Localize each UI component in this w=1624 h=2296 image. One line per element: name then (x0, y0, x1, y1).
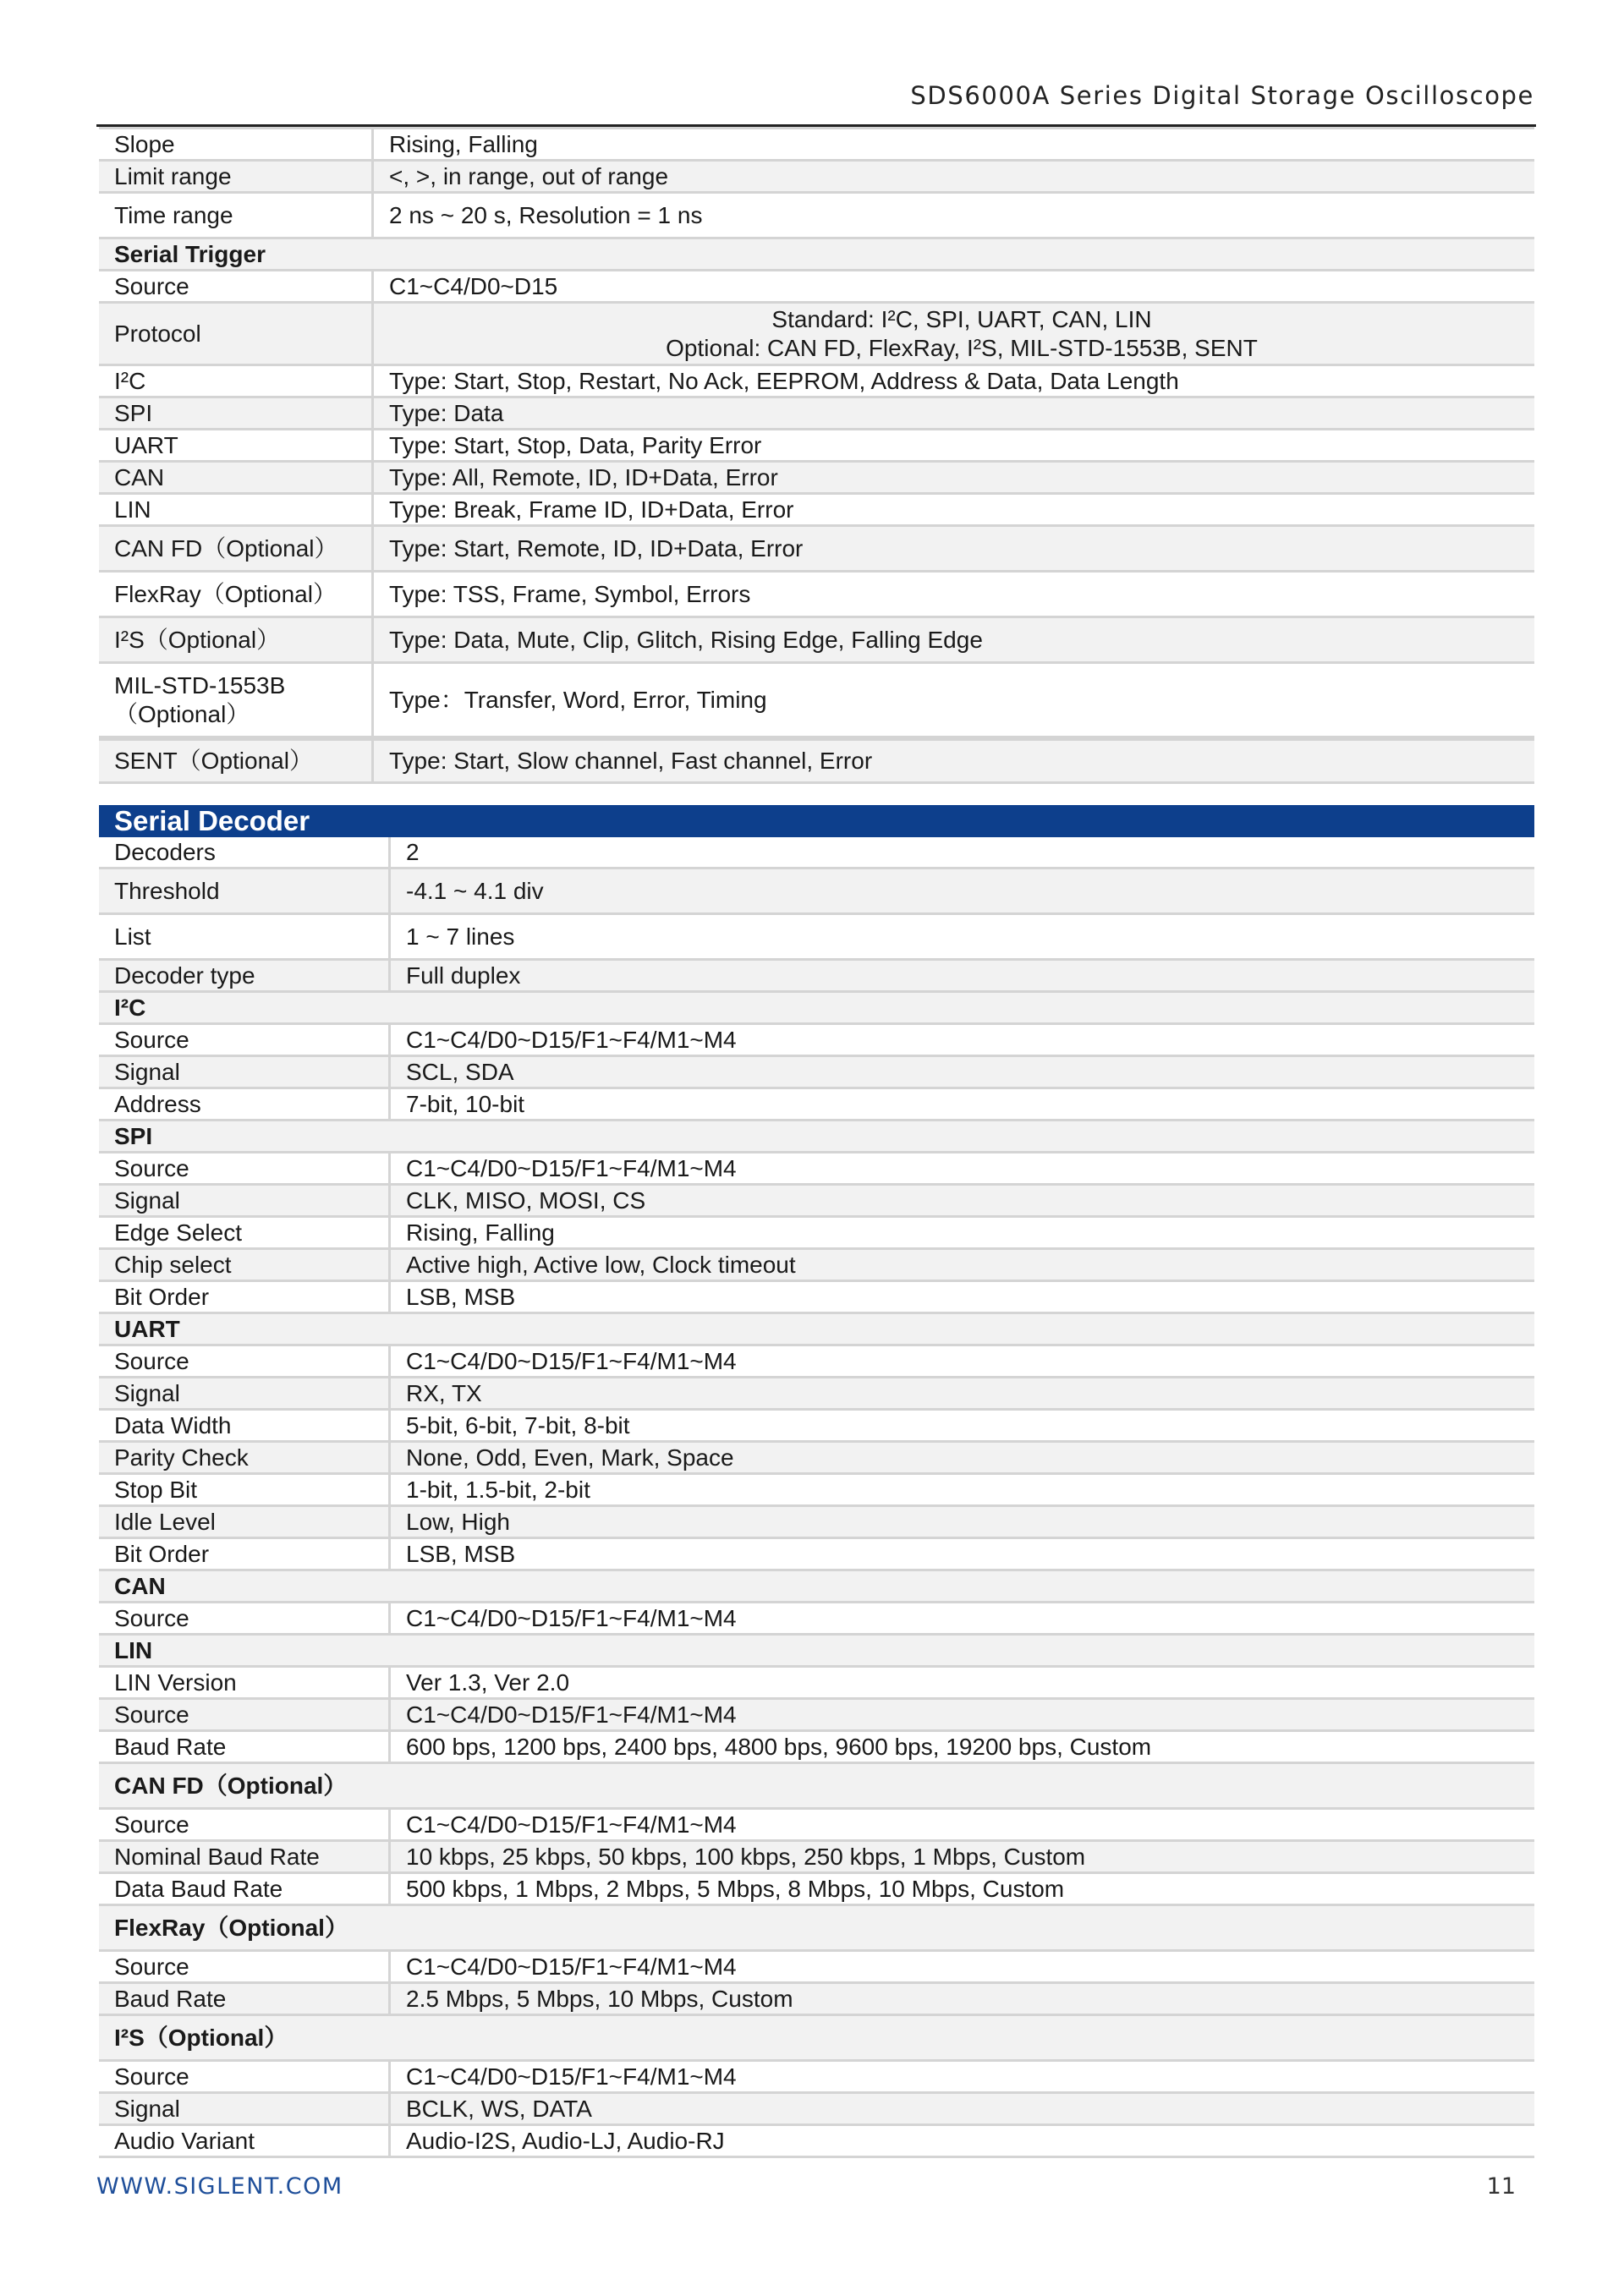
table-row (99, 1874, 1534, 1906)
row-label: Source (99, 1952, 391, 1981)
table-row (99, 129, 1534, 162)
table-row (99, 1057, 1534, 1089)
row-label: SENT（Optional） (99, 741, 374, 781)
row-label: Data Width (99, 1411, 391, 1440)
row-value: Type: All, Remote, ID, ID+Data, Error (389, 463, 778, 490)
table-row (99, 1089, 1534, 1121)
row-value: Type: Start, Slow channel, Fast channel, Error (389, 748, 873, 774)
row-label: SPI (99, 398, 374, 428)
section-heading (99, 1314, 1534, 1346)
table-row (99, 869, 1534, 915)
table-row (99, 495, 1534, 527)
decoder-rows (99, 837, 1534, 2158)
row-value: C1~C4/D0~D15/F1~F4/M1~M4 (406, 1347, 737, 1374)
table-row (99, 1250, 1534, 1282)
section-title: Serial Trigger (114, 240, 266, 267)
row-label: Address (99, 1089, 391, 1119)
row-value: 2 (406, 838, 420, 865)
table-row (99, 304, 1534, 366)
table-row (99, 2126, 1534, 2158)
section-heading (99, 2016, 1534, 2062)
row-label: Audio Variant (99, 2126, 391, 2156)
row-label: Decoders (99, 837, 391, 867)
table-row (99, 1842, 1534, 1874)
row-value: C1~C4/D0~D15/F1~F4/M1~M4 (406, 1953, 737, 1980)
table-row (99, 430, 1534, 463)
table-row (99, 573, 1534, 618)
row-label: Source (99, 1603, 391, 1633)
trigger-spec-table (99, 127, 1534, 784)
row-value: SCL, SDA (406, 1058, 514, 1085)
row-label: List (99, 915, 391, 958)
row-value: C1~C4/D0~D15/F1~F4/M1~M4 (406, 2063, 737, 2090)
row-label: Threshold (99, 869, 391, 912)
table-row (99, 1378, 1534, 1411)
table-row (99, 1475, 1534, 1507)
row-value: 1 ~ 7 lines (406, 923, 515, 950)
table-row (99, 1507, 1534, 1539)
table-row (99, 915, 1534, 961)
section-title: LIN (114, 1636, 153, 1663)
row-value: Active high, Active low, Clock timeout (406, 1251, 796, 1278)
row-label: Time range (99, 194, 374, 237)
row-label: I²C (99, 366, 374, 396)
row-label: Bit Order (99, 1539, 391, 1569)
row-value: LSB, MSB (406, 1540, 516, 1567)
row-label: Parity Check (99, 1443, 391, 1472)
row-label: Baud Rate (99, 1984, 391, 2014)
row-value: 2.5 Mbps, 5 Mbps, 10 Mbps, Custom (406, 1985, 793, 2012)
table-row (99, 1668, 1534, 1700)
row-label: Baud Rate (99, 1732, 391, 1762)
section-title: SPI (114, 1122, 153, 1149)
row-value: Type: Start, Remote, ID, ID+Data, Error (389, 534, 804, 562)
row-label: CAN FD（Optional） (99, 527, 374, 570)
row-label: Bit Order (99, 1282, 391, 1312)
section-heading (99, 1764, 1534, 1810)
row-label: I²S（Optional） (99, 618, 374, 661)
table-row (99, 2094, 1534, 2126)
table-row (99, 1443, 1534, 1475)
table-row (99, 1411, 1534, 1443)
table-row (99, 271, 1534, 304)
table-row (99, 162, 1534, 194)
row-value: 600 bps, 1200 bps, 2400 bps, 4800 bps, 9600 bps, 19200 bps, Custom (406, 1733, 1152, 1760)
row-label: Chip select (99, 1250, 391, 1280)
table-row (99, 1539, 1534, 1571)
row-label (99, 664, 374, 736)
row-label: Limit range (99, 162, 374, 191)
table-row (99, 527, 1534, 573)
row-value: RX, TX (406, 1379, 482, 1406)
row-label: UART (99, 430, 374, 460)
row-value: Rising, Falling (389, 130, 538, 157)
serial-decoder-banner: Serial Decoder (99, 805, 1534, 837)
row-label: Stop Bit (99, 1475, 391, 1504)
table-row (99, 194, 1534, 239)
table-row (99, 961, 1534, 993)
table-row (99, 1700, 1534, 1732)
table-row (99, 1732, 1534, 1764)
row-label: Signal (99, 1057, 391, 1087)
table-row (99, 398, 1534, 430)
row-value: Ver 1.3, Ver 2.0 (406, 1669, 570, 1696)
row-value: 2 ns ~ 20 s, Resolution = 1 ns (389, 201, 703, 228)
section-title: UART (114, 1315, 180, 1342)
section-heading (99, 1906, 1534, 1952)
table-row (99, 837, 1534, 869)
section-heading (99, 1636, 1534, 1668)
row-label: Source (99, 1153, 391, 1183)
row-value: C1~C4/D0~D15/F1~F4/M1~M4 (406, 1811, 737, 1838)
row-label: Slope (99, 129, 374, 159)
row-value: C1~C4/D0~D15/F1~F4/M1~M4 (406, 1701, 737, 1728)
section-title: I²C (114, 994, 146, 1021)
row-label-line1: MIL-STD-1553B (114, 671, 286, 699)
protocol-optional: Optional: CAN FD, FlexRay, I²S, MIL-STD-1553B, SENT (666, 334, 1258, 361)
row-value: Low, High (406, 1508, 510, 1535)
row-label: Source (99, 1810, 391, 1839)
table-row (99, 2062, 1534, 2094)
row-value: 7-bit, 10-bit (406, 1090, 525, 1117)
row-value: 5-bit, 6-bit, 7-bit, 8-bit (406, 1411, 630, 1438)
page-number: 11 (1486, 2173, 1516, 2200)
row-value: C1~C4/D0~D15/F1~F4/M1~M4 (406, 1154, 737, 1181)
row-value: Type：Transfer, Word, Error, Timing (389, 686, 767, 713)
table-row (99, 1984, 1534, 2016)
row-value: C1~C4/D0~D15 (389, 272, 558, 299)
row-value: <, >, in range, out of range (389, 162, 669, 189)
document-title: SDS6000A Series Digital Storage Oscilloscope (910, 81, 1534, 110)
table-row (99, 366, 1534, 398)
row-value: LSB, MSB (406, 1283, 516, 1310)
row-label: Source (99, 2062, 391, 2091)
row-label: FlexRay（Optional） (99, 573, 374, 616)
row-label-line2: （Optional） (114, 700, 250, 727)
row-label: Signal (99, 1378, 391, 1408)
row-value: 1-bit, 1.5-bit, 2-bit (406, 1476, 590, 1503)
footer-website: WWW.SIGLENT.COM (96, 2173, 343, 2200)
section-heading (99, 1121, 1534, 1153)
row-value: Rising, Falling (406, 1219, 555, 1246)
row-label: Source (99, 1700, 391, 1729)
table-row (99, 1153, 1534, 1186)
row-value: Type: Data (389, 399, 504, 426)
row-value: Type: Data, Mute, Clip, Glitch, Rising Edge, Falling Edge (389, 626, 983, 653)
table-row (99, 1346, 1534, 1378)
table-row (99, 1810, 1534, 1842)
row-label: Protocol (99, 304, 374, 364)
row-label: Source (99, 1346, 391, 1376)
row-value: Audio-I2S, Audio-LJ, Audio-RJ (406, 2127, 725, 2154)
section-title: CAN FD（Optional） (114, 1772, 348, 1799)
table-row (99, 463, 1534, 495)
section-heading (99, 993, 1534, 1025)
row-label: Source (99, 271, 374, 301)
row-value: 500 kbps, 1 Mbps, 2 Mbps, 5 Mbps, 8 Mbps, 10 Mbps, Custom (406, 1875, 1065, 1902)
row-value: -4.1 ~ 4.1 div (406, 877, 544, 904)
row-label: Signal (99, 1186, 391, 1215)
section-title: CAN (114, 1572, 166, 1599)
table-row (99, 618, 1534, 664)
protocol-standard: Standard: I²C, SPI, UART, CAN, LIN (771, 305, 1152, 332)
row-label: Data Baud Rate (99, 1874, 391, 1904)
row-label: Edge Select (99, 1218, 391, 1247)
row-value: Type: Start, Stop, Data, Parity Error (389, 431, 762, 458)
row-value: C1~C4/D0~D15/F1~F4/M1~M4 (406, 1026, 737, 1053)
table-row (99, 1218, 1534, 1250)
table-row (99, 1952, 1534, 1984)
row-label: Decoder type (99, 961, 391, 990)
section-heading (99, 239, 1534, 271)
row-value: Type: TSS, Frame, Symbol, Errors (389, 580, 751, 607)
row-value: Type: Break, Frame ID, ID+Data, Error (389, 496, 794, 523)
table-row (99, 1025, 1534, 1057)
section-title: FlexRay（Optional） (114, 1914, 348, 1941)
row-value: BCLK, WS, DATA (406, 2095, 592, 2122)
row-label: Signal (99, 2094, 391, 2123)
row-value: C1~C4/D0~D15/F1~F4/M1~M4 (406, 1604, 737, 1631)
section-heading (99, 1571, 1534, 1603)
row-label: Source (99, 1025, 391, 1055)
row-label: LIN Version (99, 1668, 391, 1697)
row-value (374, 304, 1534, 364)
section-title: I²S（Optional） (114, 2024, 288, 2051)
table-row (99, 738, 1534, 784)
row-label: Nominal Baud Rate (99, 1842, 391, 1871)
row-label: CAN (99, 463, 374, 492)
table-row (99, 664, 1534, 738)
table-row (99, 1186, 1534, 1218)
row-value: CLK, MISO, MOSI, CS (406, 1186, 646, 1214)
row-value: 10 kbps, 25 kbps, 50 kbps, 100 kbps, 250 kbps, 1 Mbps, Custom (406, 1843, 1086, 1870)
serial-decoder-table (99, 805, 1534, 2158)
row-label: Idle Level (99, 1507, 391, 1537)
row-label: LIN (99, 495, 374, 524)
table-row (99, 1282, 1534, 1314)
row-value: Type: Start, Stop, Restart, No Ack, EEPROM, Address & Data, Data Length (389, 367, 1179, 394)
row-value: None, Odd, Even, Mark, Space (406, 1444, 734, 1471)
row-value: Full duplex (406, 962, 521, 989)
table-row (99, 1603, 1534, 1636)
